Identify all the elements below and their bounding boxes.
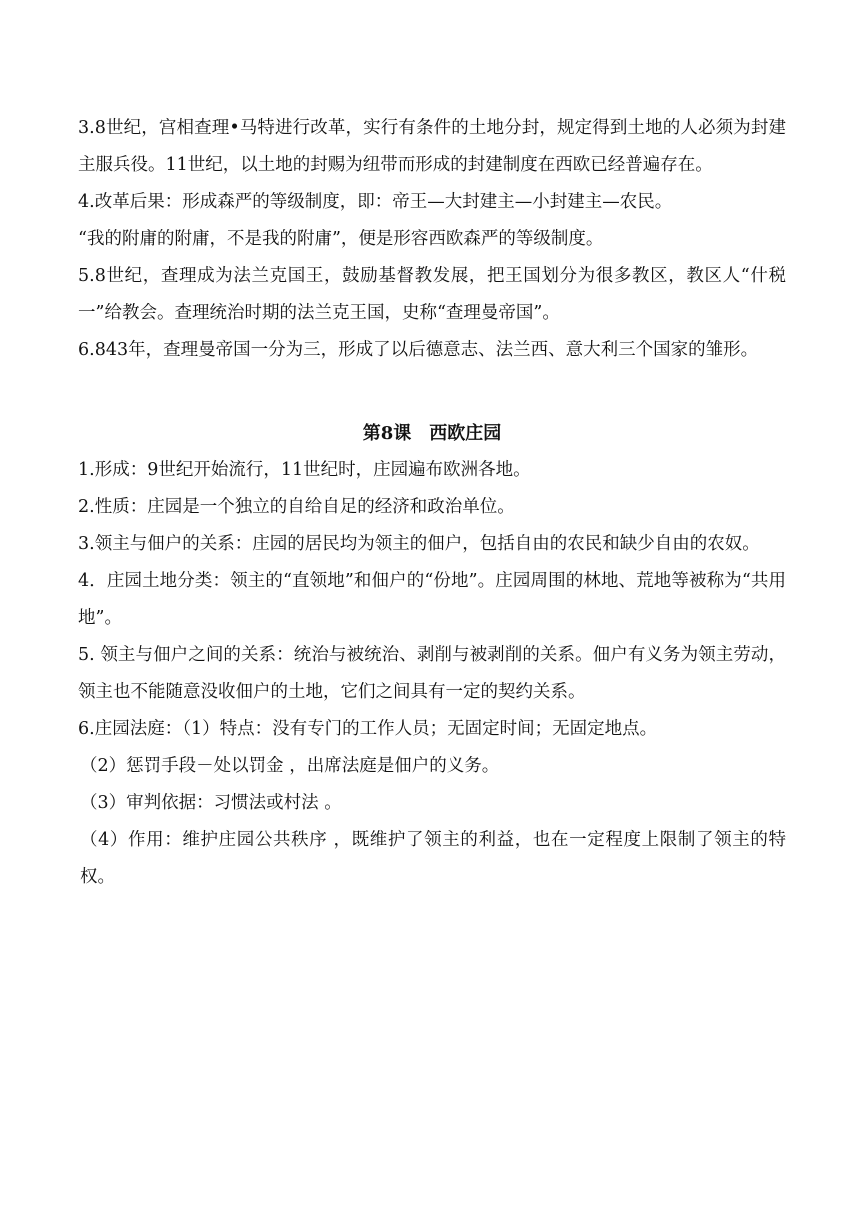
lesson8-item-1: 1.形成：9世纪开始流行，11世纪时，庄园遍布欧洲各地。 [78,460,531,480]
paragraph-5-charlemagne: 5.8世纪，查理成为法兰克国王，鼓励基督教发展，把王国划分为很多教区，教区人“什税一”给教会。查理统治时期的法兰克王国，史称“查理曼帝国”。 [78,266,786,323]
lesson8-item-6: 6.庄园法庭：（1）特点：没有专门的工作人员；无固定时间；无固定地点。 [78,719,658,739]
lesson8-item-5: 5. 领主与佃户之间的关系：统治与被统治、剥削与被剥削的关系。佃户有义务为领主劳动，领主也不能随意没收佃户的土地，它们之间具有一定的契约关系。 [78,645,786,702]
paragraph-4-reform-result: 4.改革后果：形成森严的等级制度，即：帝王—大封建主—小封建主—农民。 [78,192,673,212]
lesson8-item-4: 4．庄园土地分类：领主的“直领地”和佃户的“份地”。庄园周围的林地、荒地等被称为“共用地”。 [78,571,786,628]
paragraph-6-treaty: 6.843年，查理曼帝国一分为三，形成了以后德意志、法兰西、意大利三个国家的雏形。 [78,340,759,360]
document-page [78,110,786,896]
paragraph-4-quote: “我的附庸的附庸，不是我的附庸”，便是形容西欧森严的等级制度。 [78,229,604,249]
lesson8-item-6-2: （2）惩罚手段－处以罚金 ，出席法庭是佃户的义务。 [80,756,500,776]
section-spacer [78,369,786,415]
lesson8-item-6-3: （3）审判依据：习惯法或村法 。 [80,793,342,813]
lesson8-item-3: 3.领主与佃户的关系：庄园的居民均为领主的佃户，包括自由的农民和缺少自由的农奴。 [78,534,760,554]
lesson-8-title: 第8课 西欧庄园 [362,423,502,444]
lesson8-item-6-4: （4）作用：维护庄园公共秩序 ，既维护了领主的利益，也在一定程度上限制了领主的特权。 [80,830,786,887]
lesson8-item-2: 2.性质：庄园是一个独立的自给自足的经济和政治单位。 [78,497,515,517]
paragraph-3-feudal-reform: 3.8世纪，宫相查理•马特进行改革，实行有条件的土地分封，规定得到土地的人必须为封建主服兵役。11世纪，以土地的封赐为纽带而形成的封建制度在西欧已经普遍存在。 [78,118,786,175]
